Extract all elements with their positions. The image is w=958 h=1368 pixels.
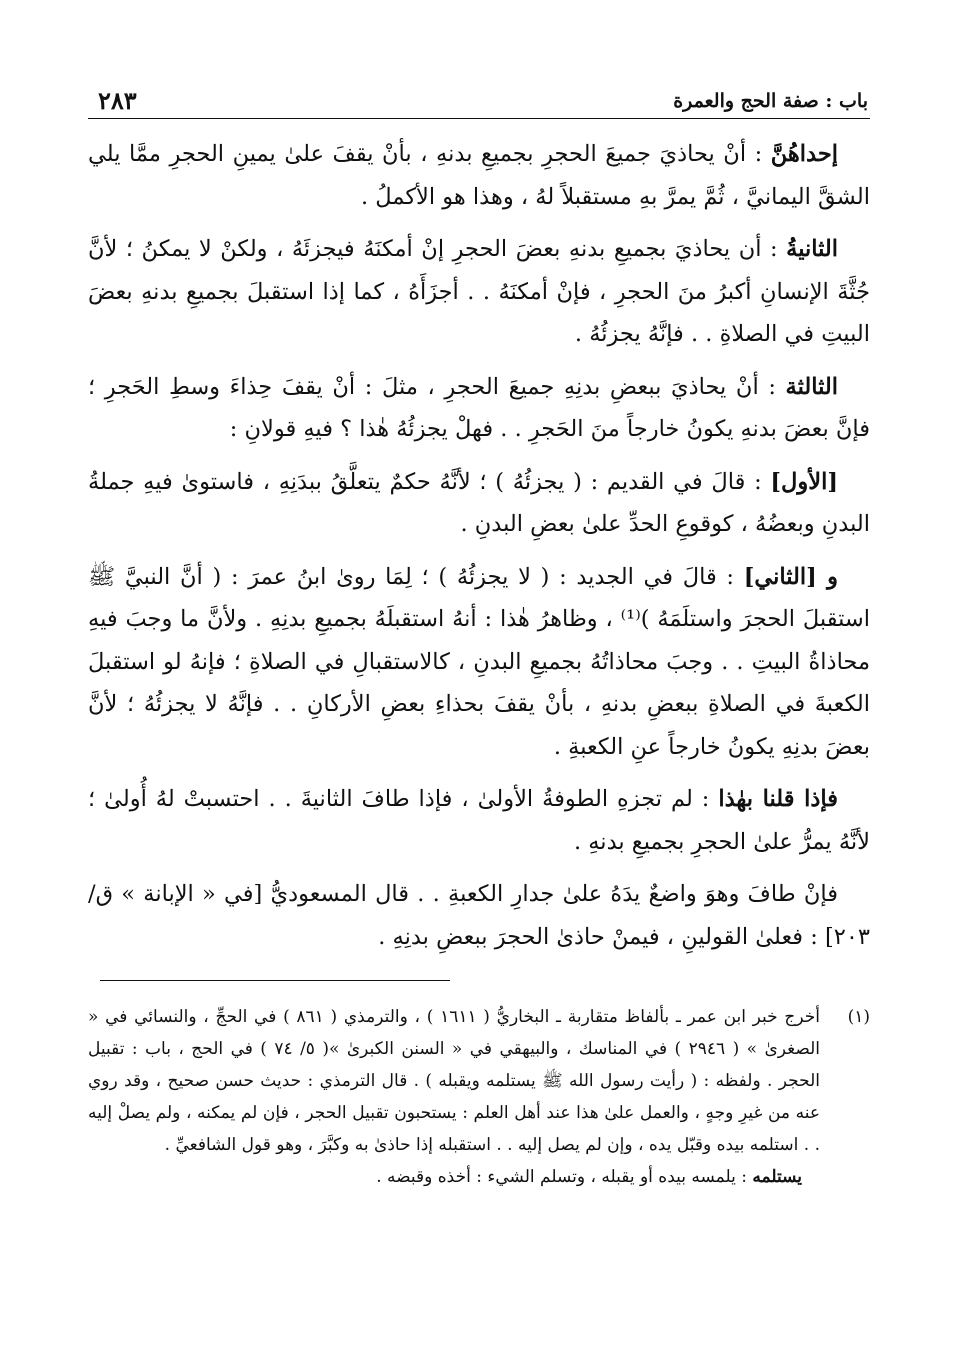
paragraph-consequence: [88, 778, 870, 863]
paragraph-opinion-two: [88, 556, 870, 769]
paragraph-opinion-one: [88, 461, 870, 546]
footnote-gloss: [88, 1161, 802, 1193]
footnote: [88, 1001, 870, 1193]
book-page: [88, 82, 870, 1342]
footnote-text: أخرج خبر ابن عمر ـ بألفاظ متقاربة ـ البخاريُّ ( ١٦١١ ) ، والترمذي ( ٨٦١ ) في الحجِّ ، والنسائي في « الصغرىٰ » ( ٢٩٤٦ ) في المناسك ، والبيهقي في « السنن الكبرىٰ »( ٥/ ٧٤ ) في الحج ، باب : تقبيل الحجر . ولفظه : ( رأيت رسول الله ﷺ يستلمه ويقبله ) . قال الترمذي : حديث حسن صحيح ، وقد روي عنه من غيرِ وجهٍ ، والعمل علىٰ هذا عند أهل العلم : يستحبون تقبيل الحجر ، فإن لم يمكنه ، ولم يصلْ إليه . . استلمه بيده وقبّل يده ، وإن لم يصل إليه . . استقبله إذا حاذىٰ به وكبَّرَ ، وهو قول الشافعيِّ .: [88, 1007, 821, 1155]
footnote-number: (١): [847, 1007, 870, 1027]
paragraph-lead: و [الثاني]: [743, 563, 839, 590]
footnote-divider: [100, 980, 450, 981]
paragraph-lead: إحداهُنَّ: [770, 141, 838, 167]
paragraph-third: [88, 366, 870, 451]
gloss-term: يستلمه: [752, 1167, 802, 1187]
paragraph-last: [88, 873, 870, 958]
paragraph-lead: الثانيةُ: [786, 236, 838, 262]
page-number: ٢٨٣: [98, 86, 137, 115]
paragraph-lead: الثالثة: [785, 373, 838, 400]
page-header: [88, 82, 870, 119]
paragraph-lead: [الأول]: [770, 468, 838, 495]
chapter-title: باب : صفة الحج والعمرة: [673, 90, 868, 112]
paragraph-second: [88, 228, 870, 356]
paragraph-text: : أنْ يحاذيَ ببعضِ بدنِهِ جميعَ الحجرِ ، مثلَ : أنْ يقفَ حِذاءَ وسطِ الحَجرِ ؛ فإنَّ بعضَ بدنهِ يكونُ خارجاً منَ الحَجرِ . . فهلْ يجزئُهُ هٰذا ؟ فيهِ قولانِ :: [88, 373, 870, 442]
paragraph-text: فإنْ طافَ وهوَ واضعٌ يدَهُ علىٰ جدارِ الكعبةِ . . قال المسعوديُّ [في « الإبانة » ق/٢٠٣] : فعلىٰ القولينِ ، فيمنْ حاذىٰ الحجرَ ببعضِ بدنِهِ .: [88, 881, 870, 950]
main-text: [88, 133, 870, 958]
gloss-text: : يلمسه بيده أو يقبله ، وتسلم الشيء : أخذه وقبضه .: [376, 1167, 753, 1187]
paragraph-text: : أن يحاذيَ بجميعِ بدنهِ بعضَ الحجرِ إنْ أمكنَهُ فيجزئَهُ ، ولكنْ لا يمكنُ ؛ لأنَّ جُثَّةَ الإنسانِ أكبرُ منَ الحجرِ ، فإنْ أمكنَهُ . . أجزَأَهُ ، كما إذا استقبلَ بجميعِ بدنهِ بعضَ البيتِ في الصلاةِ . . فإنَّهُ يجزئُهُ .: [88, 236, 870, 347]
paragraph-text: : قالَ في القديم : ( يجزئُهُ ) ؛ لأنَّهُ حكمٌ يتعلَّقُ ببدَنِهِ ، فاستوىٰ فيهِ جملةُ البدنِ وبعضُهُ ، كوقوعِ الحدِّ علىٰ بعضِ البدنِ .: [88, 468, 870, 537]
paragraph-first: [88, 133, 870, 218]
paragraph-text: : لم تجزهِ الطوفةُ الأولىٰ ، فإذا طافَ الثانيةَ . . احتسبتْ لهُ أُولىٰ ؛ لأنَّهُ يمرُّ علىٰ الحجرِ بجميعِ بدنهِ .: [88, 786, 870, 855]
paragraph-text: : قالَ في الجديد : ( لا يجزئُهُ ) ؛ لِمَا روىٰ ابنُ عمرَ : ( أنَّ النبيَّ ﷺ استقبلَ الحجرَ واستلَمَهُ )⁽¹⁾ ، وظاهرُ هٰذا : أنهُ استقبلَهُ بجميعِ بدنِهِ . ولأنَّ ما وجبَ فيهِ محاذاةُ البيتِ . . وجبَ محاذاتُهُ بجميعِ البدنِ ، كالاستقبالِ في الصلاةِ ؛ فإنهُ لو استقبلَ الكعبةَ في الصلاةِ ببعضِ بدنهِ ، بأنْ يقفَ بحذاءِ بعضِ الأركانِ . . فإنَّهُ لا يجزئُهُ ؛ لأنَّ بعضَ بدنِهِ يكونُ خارجاً عنِ الكعبةِ .: [88, 563, 871, 760]
paragraph-text: : أنْ يحاذيَ جميعَ الحجرِ بجميعِ بدنهِ ، بأنْ يقفَ علىٰ يمينِ الحجرِ ممَّا يلي الشقَّ اليمانيَّ ، ثُمَّ يمرَّ بهِ مستقبلاً لهُ ، وهذا هو الأكملُ .: [88, 141, 870, 210]
paragraph-lead: فإذا قلنا بهٰذا: [718, 786, 838, 812]
